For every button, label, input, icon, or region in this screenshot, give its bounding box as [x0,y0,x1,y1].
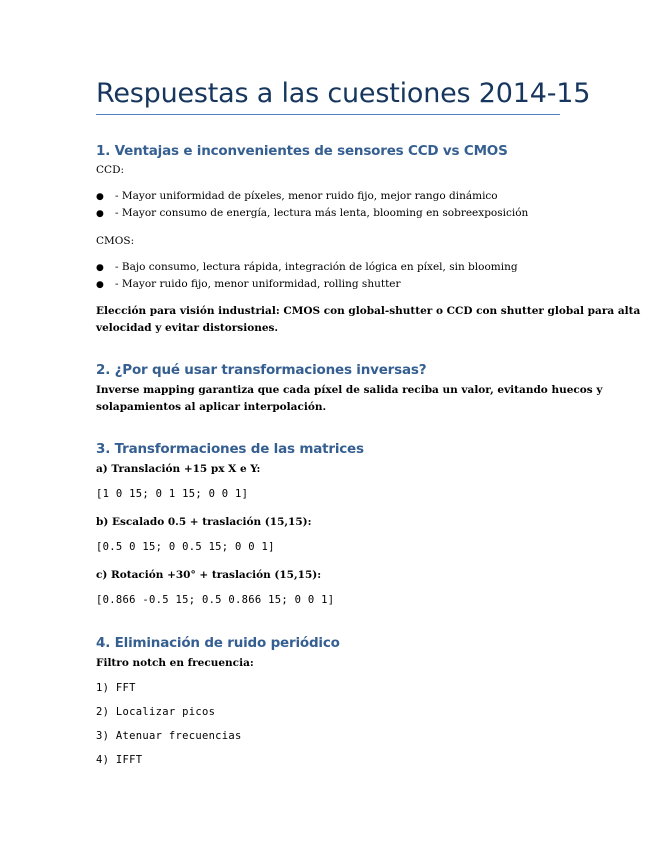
ccd-label: CCD: [96,164,125,176]
cmos-item-2: ● - Mayor ruido fijo, menor uniformidad, rolling shutter [96,278,401,290]
matrix-b-label: b) Escalado 0.5 + traslación (15,15): [96,516,312,528]
matrix-c: [0.866 -0.5 15; 0.5 0.866 15; 0 0 1] [96,594,335,606]
choice-line-1: Elección para visión industrial: CMOS con global-shutter o CCD con shutter global para alta [96,305,641,317]
section-2-line-2: solapamientos al aplicar interpolación. [96,401,327,413]
section-1-heading: 1. Ventajas e inconvenientes de sensores CCD vs CMOS [96,143,508,159]
bullet-icon: ● [96,192,104,202]
bullet-icon: ● [96,280,104,290]
step-4: 4) IFFT [96,754,143,766]
step-2: 2) Localizar picos [96,706,216,718]
step-1: 1) FFT [96,682,136,694]
bullet-icon: ● [96,209,104,219]
title-underline [96,114,560,115]
section-2-line-1: Inverse mapping garantiza que cada píxel de salida reciba un valor, evitando huecos y [96,384,603,396]
cmos-item-1: ● - Bajo consumo, lectura rápida, integración de lógica en píxel, sin blooming [96,261,518,273]
choice-line-2: velocidad y evitar distorsiones. [96,322,279,334]
matrix-a-label: a) Translación +15 px X e Y: [96,463,261,475]
ccd-item-2: ● - Mayor consumo de energía, lectura más lenta, blooming en sobreexposición [96,207,529,219]
ccd-item-1: ● - Mayor uniformidad de píxeles, menor ruido fijo, mejor rango dinámico [96,190,498,202]
matrix-b: [0.5 0 15; 0 0.5 15; 0 0 1] [96,541,275,553]
section-2-heading: 2. ¿Por qué usar transformaciones inversas? [96,362,427,378]
page-title: Respuestas a las cuestiones 2014-15 [96,78,591,109]
section-4-intro: Filtro notch en frecuencia: [96,657,254,669]
step-3: 3) Atenuar frecuencias [96,730,242,742]
matrix-a: [1 0 15; 0 1 15; 0 0 1] [96,488,249,500]
section-4-heading: 4. Eliminación de ruido periódico [96,635,340,651]
section-3-heading: 3. Transformaciones de las matrices [96,441,364,457]
bullet-icon: ● [96,263,104,273]
cmos-label: CMOS: [96,235,135,247]
matrix-c-label: c) Rotación +30° + traslación (15,15): [96,569,322,581]
